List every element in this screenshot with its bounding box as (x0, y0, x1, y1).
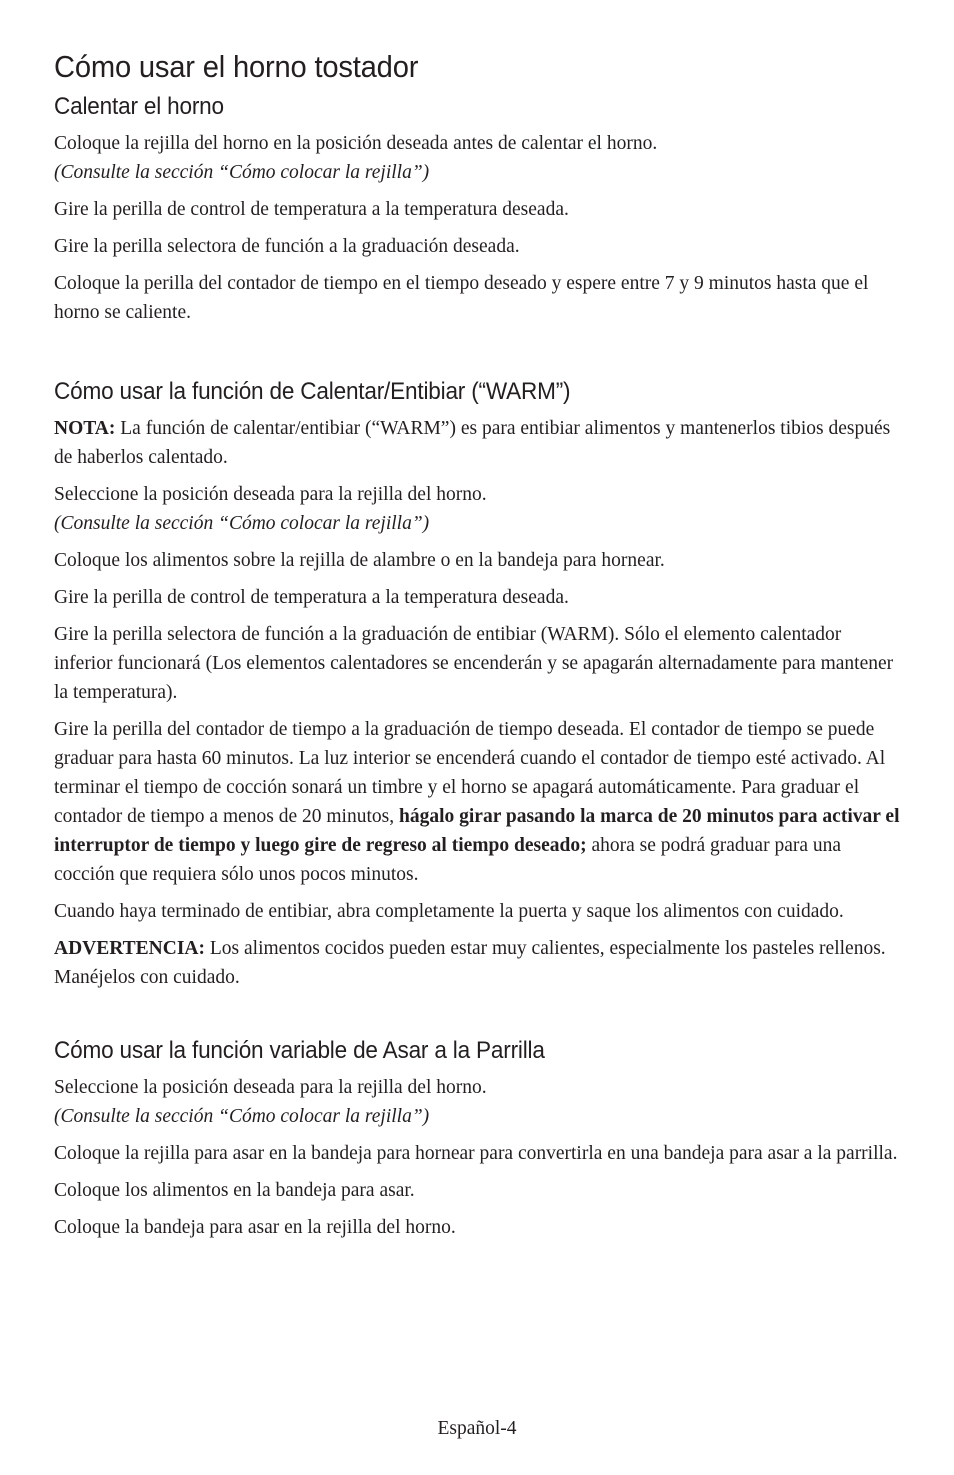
paragraph: Gire la perilla selectora de función a la graduación de entibiar (WARM). Sólo el elemento calentador inferior funcionará (Los elementos calentadores se encenderán y se apagarán alternadamente para mantener la temperatura). (54, 624, 894, 703)
page-footer (0, 1418, 954, 1440)
paragraph: Coloque la bandeja para asar en la rejilla del horno. (54, 1217, 456, 1238)
paragraph-text: La función de calentar/entibiar (“WARM”) es para entibiar alimentos y mantenerlos tibios después de haberlos calentado. (54, 418, 891, 468)
paragraph-text: Coloque la rejilla del horno en la posición deseada antes de calentar el horno. (54, 133, 658, 154)
paragraph: Cuando haya terminado de entibiar, abra completamente la puerta y saque los alimentos con cuidado. (54, 901, 844, 922)
page-title: Cómo usar el horno tostador (54, 49, 419, 84)
paragraph: Gire la perilla de control de temperatura a la temperatura deseada. (54, 587, 569, 608)
paragraph (54, 480, 904, 538)
section-heading: Cómo usar la función de Calentar/Entibiar (“WARM”) (54, 378, 571, 405)
paragraph (54, 934, 904, 992)
section-calentar-horno (54, 92, 904, 327)
paragraph: Coloque la rejilla para asar en la bandeja para hornear para convertirla en una bandeja para asar a la parrilla. (54, 1143, 898, 1164)
paragraph-text: ahora se podrá graduar para una cocción que requiera sólo unos pocos minutos. (54, 835, 842, 885)
note-label: NOTA: (54, 418, 116, 439)
paragraph: Coloque los alimentos en la bandeja para asar. (54, 1180, 415, 1201)
paragraph: Coloque la perilla del contador de tiempo en el tiempo deseado y espere entre 7 y 9 minutos hasta que el horno se caliente. (54, 273, 869, 323)
paragraph: Gire la perilla selectora de función a la graduación deseada. (54, 236, 520, 257)
section-asar-parrilla (54, 1036, 904, 1242)
paragraph-text: Seleccione la posición deseada para la rejilla del horno. (54, 1077, 487, 1098)
paragraph (54, 129, 904, 187)
paragraph (54, 414, 904, 472)
section-heading: Calentar el horno (54, 93, 224, 120)
paragraph: Gire la perilla de control de temperatura a la temperatura deseada. (54, 199, 569, 220)
section-funcion-warm (54, 377, 904, 992)
paragraph (54, 1073, 904, 1131)
emphasized-text: hágalo girar pasando la marca de 20 minutos para activar el interruptor de tiempo y luego gire de regreso al tiempo deseado; (54, 806, 900, 856)
paragraph: Coloque los alimentos sobre la rejilla de alambre o en la bandeja para hornear. (54, 550, 665, 571)
document-page (54, 48, 904, 1286)
reference-note: (Consulte la sección “Cómo colocar la rejilla”) (54, 1106, 430, 1127)
paragraph-text: Los alimentos cocidos pueden estar muy calientes, especialmente los pasteles rellenos. Manéjelos con cuidado. (54, 938, 886, 988)
paragraph-text: Gire la perilla del contador de tiempo a la graduación de tiempo deseada. El contador de tiempo se puede graduar para hasta 60 minutos. La luz interior se encenderá cuando el contador de tiempo esté activado. Al terminar el tiempo de cocción sonará un timbre y el horno se apagará automáticamente. Para graduar el contador de tiempo a menos de 20 minutos, (54, 719, 886, 827)
reference-note: (Consulte la sección “Cómo colocar la rejilla”) (54, 513, 430, 534)
warning-label: ADVERTENCIA: (54, 938, 205, 959)
paragraph (54, 715, 904, 889)
reference-note: (Consulte la sección “Cómo colocar la rejilla”) (54, 162, 430, 183)
section-heading: Cómo usar la función variable de Asar a la Parrilla (54, 1037, 545, 1064)
page-number: Español-4 (437, 1418, 517, 1439)
paragraph-text: Seleccione la posición deseada para la rejilla del horno. (54, 484, 487, 505)
